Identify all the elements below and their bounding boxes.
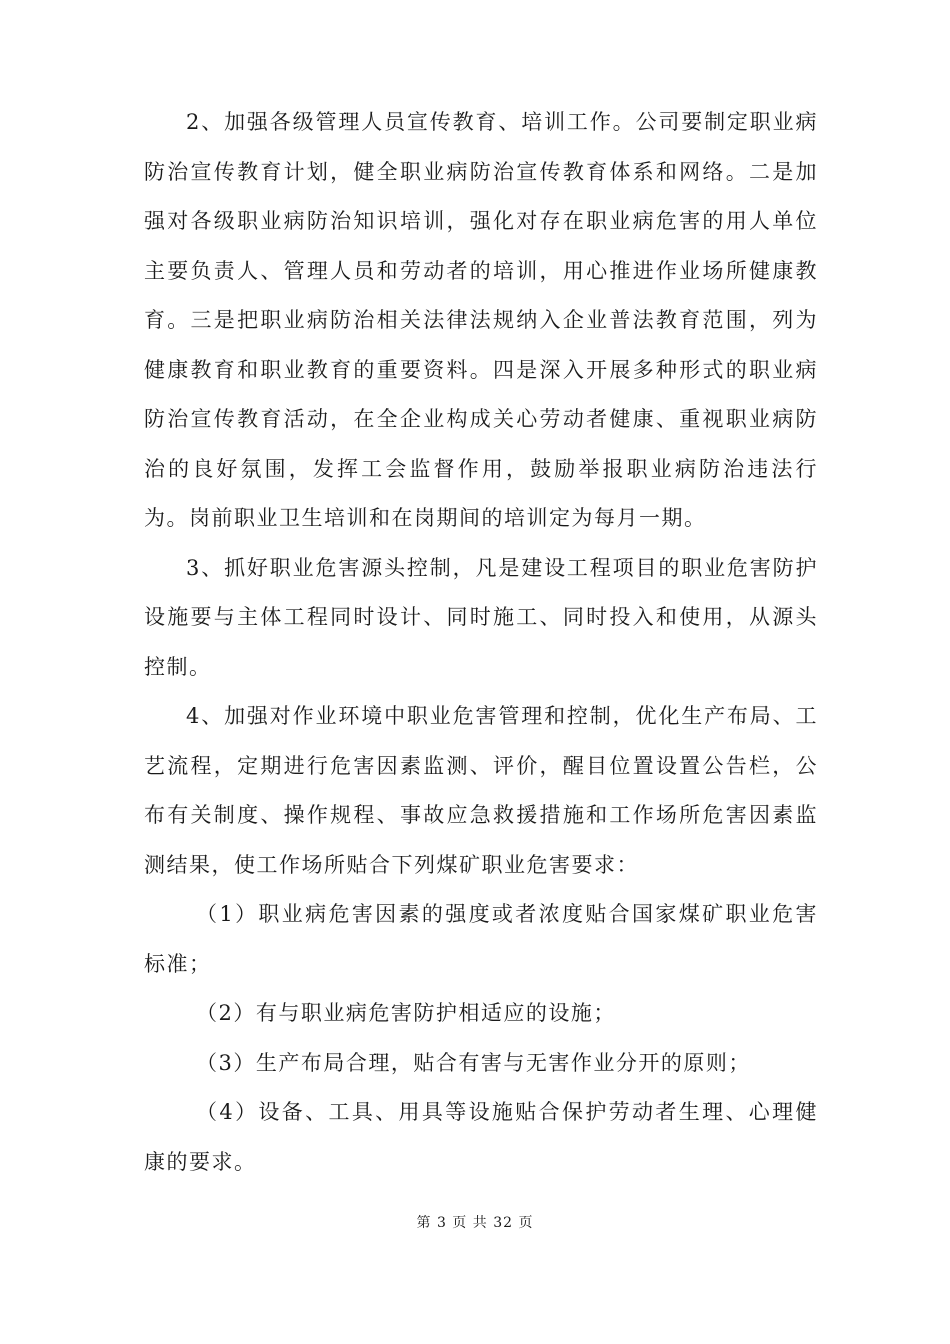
sub-item-1: （1）职业病危害因素的强度或者浓度贴合国家煤矿职业危害标准；: [144, 902, 818, 976]
page-number-footer: 第 3 页 共 32 页: [416, 1215, 534, 1231]
paragraph-item-2: 2、加强各级管理人员宣传教育、培训工作。公司要制定职业病防治宣传教育计划，健全职业病防治宣传教育体系和网络。二是加强对各级职业病防治知识培训，强化对存在职业病危害的用人单位主要负责人、管理人员和劳动者的培训，用心推进作业场所健康教育。三是把职业病防治相关法律法规纳入企业普法教育范围，列为健康教育和职业教育的重要资料。四是深入开展多种形式的职业病防治宣传教育活动，在全企业构成关心劳动者健康、重视职业病防治的良好氛围，发挥工会监督作用，鼓励举报职业病防治违法行为。岗前职业卫生培训和在岗期间的培训定为每月一期。: [144, 110, 818, 530]
sub-item-2: （2）有与职业病危害防护相适应的设施；: [196, 1001, 616, 1025]
sub-item-3: （3）生产布局合理，贴合有害与无害作业分开的原则；: [196, 1050, 751, 1075]
paragraph-item-3: 3、抓好职业危害源头控制，凡是建设工程项目的职业危害防护设施要与主体工程同时设计、同时施工、同时投入和使用，从源头控制。: [144, 555, 818, 679]
paragraph-item-4: 4、加强对作业环境中职业危害管理和控制，优化生产布局、工艺流程，定期进行危害因素监测、评价，醒目位置设置公告栏，公布有关制度、操作规程、事故应急救援措施和工作场所危害因素监测结果，使工作场所贴合下列煤矿职业危害要求：: [144, 704, 818, 877]
document-body: [144, 98, 818, 1187]
sub-item-4: （4）设备、工具、用具等设施贴合保护劳动者生理、心理健康的要求。: [144, 1100, 818, 1174]
